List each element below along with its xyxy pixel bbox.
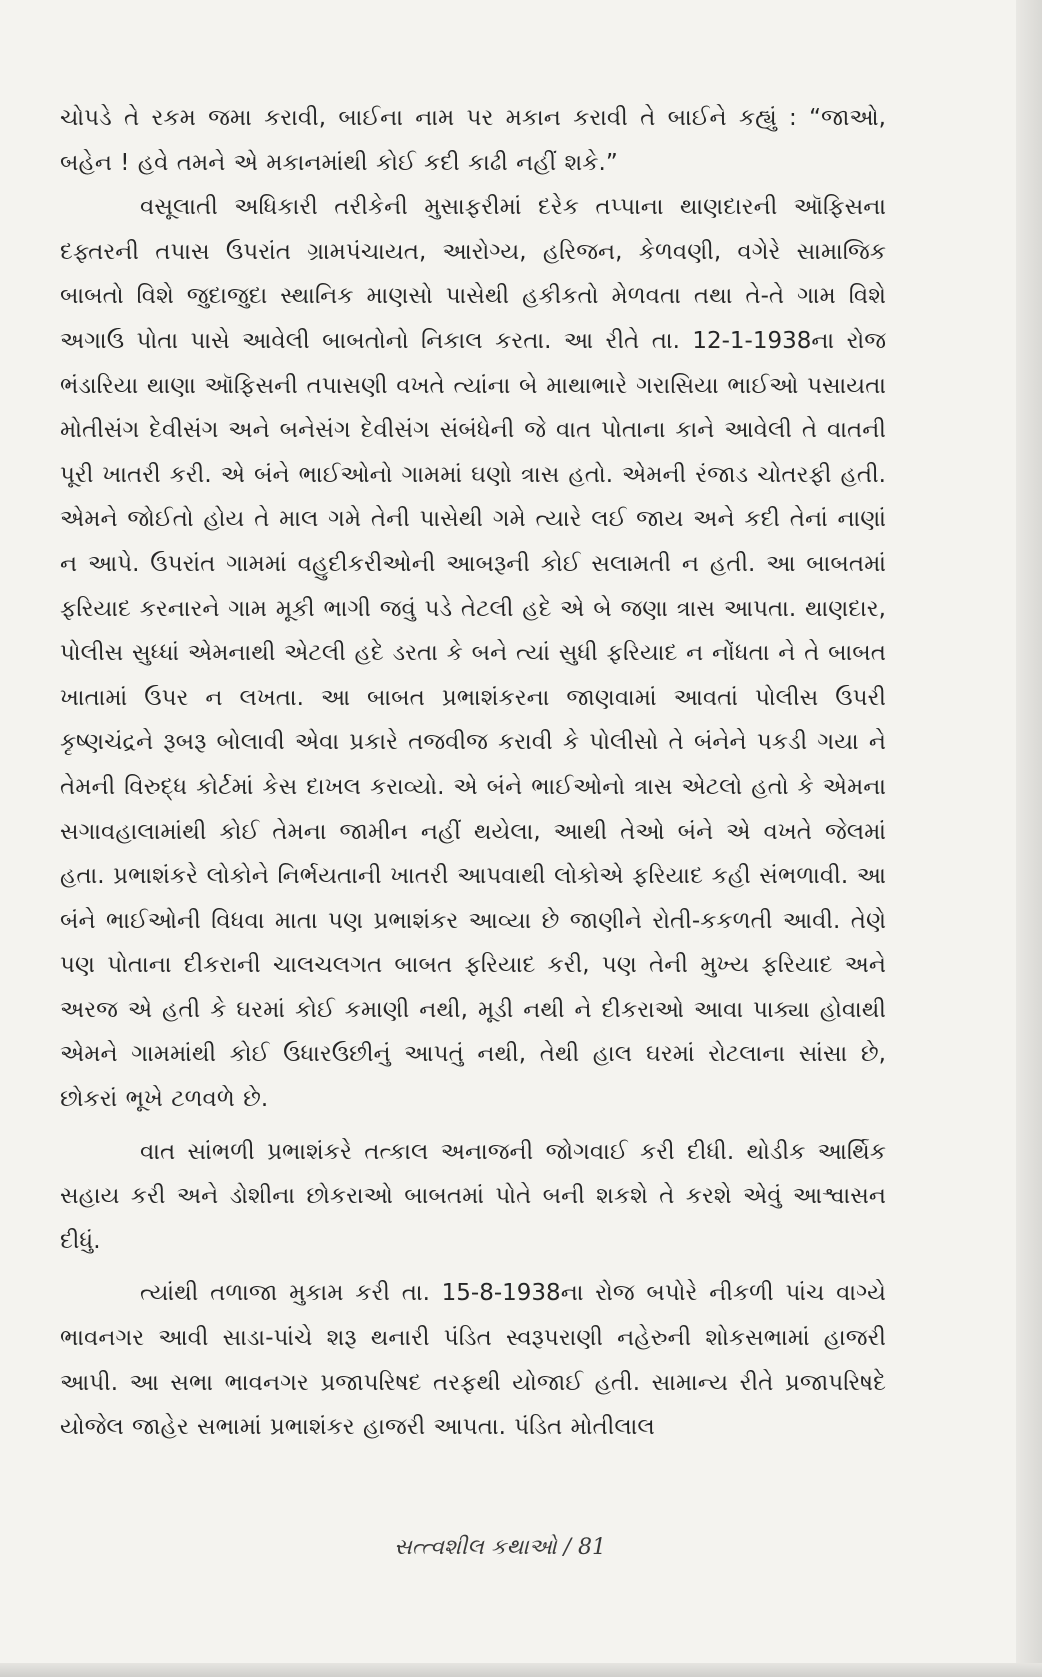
page-edge-right	[1016, 0, 1042, 1677]
paragraph-relief-aid: વાત સાંભળી પ્રભાશંકરે તત્કાલ અનાજની જોગવાઈ કરી દીધી. થોડીક આર્થિક સહાય કરી અને ડોશીના છોકરાઓ બાબતમાં પોતે બની શકશે તે કરશે એવું આશ્વાસન દીધું.	[60, 1138, 886, 1254]
page-edge-bottom	[0, 1663, 1042, 1677]
page-footer: સત્ત્વશીલ કથાઓ / 81	[394, 1535, 606, 1560]
paragraph-talaja-visit: ત્યાંથી તળાજા મુકામ કરી તા. 15-8-1938ના રોજ બપોરે નીકળી પાંચ વાગ્યે ભાવનગર આવી સાડા-પાંચે શરૂ થનારી પંડિત સ્વરૂપરાણી નહેરુની શોકસભામાં હાજરી આપી. આ સભા ભાવનગર પ્રજાપરિષદ તરફથી યોજાઈ હતી. સામાન્ય રીતે પ્રજાપરિષદે યોજેલ જાહેર સભામાં પ્રભાશંકર હાજરી આપતા. પંડિત મોતીલાલ	[60, 1280, 886, 1441]
paragraph-tax-officer-tour: વસૂલાતી અધિકારી તરીકેની મુસાફરીમાં દરેક તપ્પાના થાણદારની ઑફિસના દફ્તરની તપાસ ઉપરાંત ગ્રામપંચાયત, આરોગ્ય, હરિજન, કેળવણી, વગેરે સામાજિક બાબતો વિશે જુદાજુદા સ્થાનિક માણસો પાસેથી હકીકતો મેળવતા તથા તે-તે ગામ વિશે અગાઉ પોતા પાસે આવેલી બાબતોનો નિકાલ કરતા. આ રીતે તા. 12-1-1938ના રોજ ભંડારિયા થાણા ઑફિસની તપાસણી વખતે ત્યાંના બે માથાભારે ગરાસિયા ભાઈઓ પસાયતા મોતીસંગ દેવીસંગ અને બનેસંગ દેવીસંગ સંબંધેની જે વાત પોતાના કાને આવેલી તે વાતની પૂરી ખાતરી કરી. એ બંને ભાઈઓનો ગામમાં ઘણો ત્રાસ હતો. એમની રંજાડ ચોતરફી હતી. એમને જોઈતો હોય તે માલ ગમે તેની પાસેથી ગમે ત્યારે લઈ જાય અને કદી તેનાં નાણાં ન આપે. ઉપરાંત ગામમાં વહુદીકરીઓની આબરૂની કોઈ સલામતી ન હતી. આ બાબતમાં ફરિયાદ કરનારને ગામ મૂકી ભાગી જવું પડે તેટલી હદે એ બે જણા ત્રાસ આપતા. થાણદાર, પોલીસ સુધ્ધાં એમનાથી એટલી હદે ડરતા કે બને ત્યાં સુધી ફરિયાદ ન નોંધતા ને તે બાબત ખાતામાં ઉપર ન લખતા. આ બાબત પ્રભાશંકરના જાણવામાં આવતાં પોલીસ ઉપરી કૃષ્ણચંદ્રને રૂબરૂ બોલાવી એવા પ્રકારે તજવીજ કરાવી કે પોલીસો તે બંનેને પકડી ગયા ને તેમની વિરુદ્ધ કોર્ટમાં કેસ દાખલ કરાવ્યો. એ બંને ભાઈઓનો ત્રાસ એટલો હતો કે એમના સગાવહાલામાંથી કોઈ તેમના જામીન નહીં થયેલા, આથી તેઓ બંને એ વખતે જેલમાં હતા. પ્રભાશંકરે લોકોને નિર્ભયતાની ખાતરી આપવાથી લોકોએ ફરિયાદ કહી સંભળાવી. આ બંને ભાઈઓની વિધવા માતા પણ પ્રભાશંકર આવ્યા છે જાણીને રોતી-કકળતી આવી. તેણે પણ પોતાના દીકરાની ચાલચલગત બાબત ફરિયાદ કરી, પણ તેની મુખ્ય ફરિયાદ અને અરજ એ હતી કે ઘરમાં કોઈ કમાણી નથી, મૂડી નથી ને દીકરાઓ આવા પાક્યા હોવાથી એમને ગામમાંથી કોઈ ઉધારઉછીનું આપતું નથી, તેથી હાલ ઘરમાં રોટલાના સાંસા છે, છોકરાં ભૂખે ટળવળે છે.	[60, 194, 886, 1113]
paragraph-continued: ચોપડે તે રકમ જમા કરાવી, બાઈના નામ પર મકાન કરાવી તે બાઈને કહ્યું : “જાઓ, બહેન ! હવે તમને એ મકાનમાંથી કોઈ કદી કાઢી નહીં શકે.”	[60, 105, 886, 176]
page-body	[60, 96, 886, 1450]
